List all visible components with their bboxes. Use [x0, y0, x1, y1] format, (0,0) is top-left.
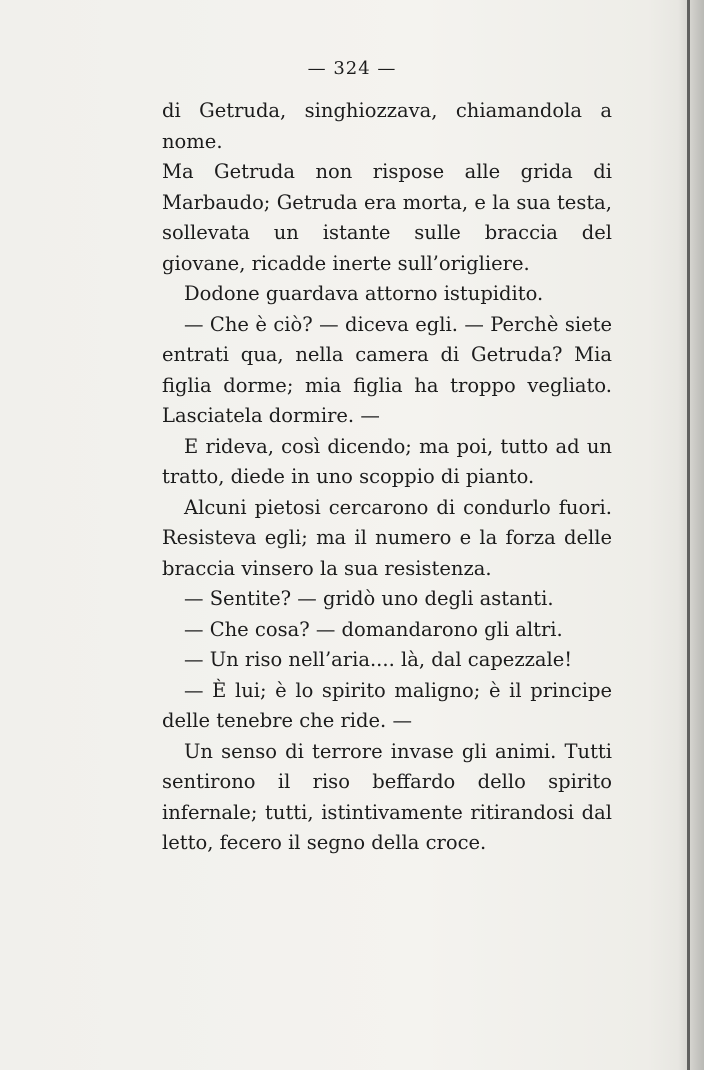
dialogue-line: — Che cosa? — domandarono gli altri. — [184, 617, 563, 641]
paragraph: Un senso di terrore invase gli animi. Tutti sentirono il riso beffardo dello spirito infernale; tutti, istintivamente ritirandosi dal letto, fecero il segno della croce. — [162, 739, 612, 854]
paragraph: — Che è ciò? — diceva egli. — Perchè siete entrati qua, nella camera di Getruda? Mia figlia dorme; mia figlia ha troppo vegliato. Lasciatela dormire. — — [162, 312, 612, 427]
dialogue-line: — Sentite? — gridò uno degli astanti. — [184, 587, 554, 610]
paragraph: Alcuni pietosi cercarono di condurlo fuori. Resisteva egli; ma il numero e la forza delle braccia vinsero la sua resistenza. — [162, 495, 612, 580]
paragraph: E rideva, così dicendo; ma poi, tutto ad un tratto, diede in uno scoppio di pianto. — [162, 434, 612, 488]
body-text — [162, 96, 612, 859]
page-edge-line — [687, 0, 690, 1070]
dialogue-line: — Un riso nell’aria.... là, dal capezzale! — [184, 648, 573, 671]
paragraph: Dodone guardava attorno istupidito. — [184, 282, 544, 305]
paragraph: Ma Getruda non rispose alle grida di Marbaudo; Getruda era morta, e la sua testa, sollevata un istante sulle braccia del giovane, ricadde inerte sull’origliere. — [162, 160, 612, 275]
paragraph: di Getruda, singhiozzava, chiamandola a nome. — [162, 99, 612, 153]
dialogue-line: — È lui; è lo spirito maligno; è il principe delle tenebre che ride. — — [162, 678, 612, 732]
page-number: — 324 — — [307, 58, 397, 79]
page-edge-shadow — [678, 0, 704, 1070]
